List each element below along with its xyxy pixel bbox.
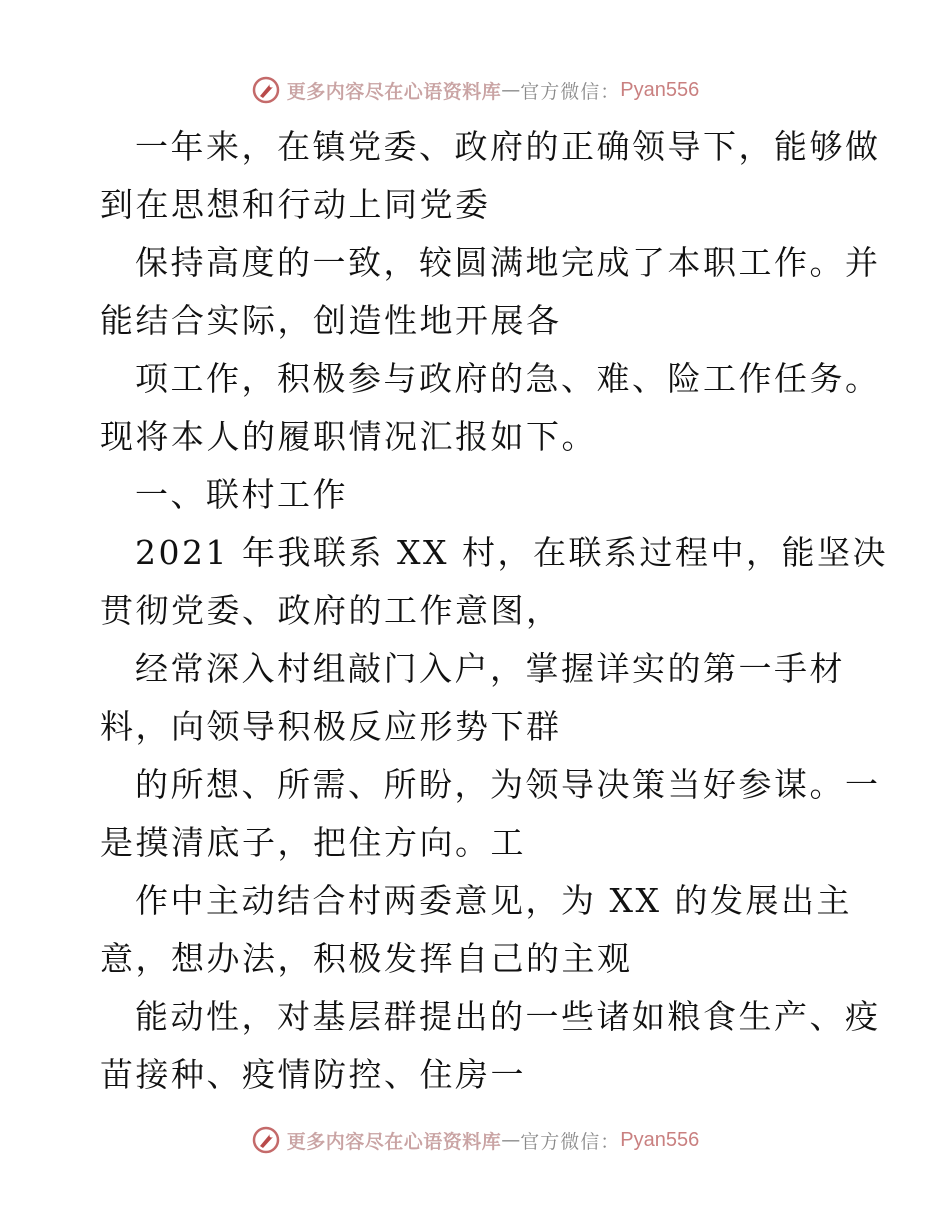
paragraph-line: 现将本人的履职情况汇报如下。 [100, 417, 597, 456]
paragraph-line: 到在思想和行动上同党委 [100, 185, 491, 224]
watermark-wechat-id: Pyan556 [620, 1128, 700, 1151]
paragraph-line: 一年来，在镇党委、政府的正确领导下，能够做 [135, 127, 881, 166]
watermark-separator: — [501, 79, 521, 101]
paragraph-line: 2021 年我联系 XX 村，在联系过程中，能坚决 [135, 533, 888, 572]
watermark-text: 更多内容尽在心语资料库 [286, 1130, 502, 1153]
watermark-official-label: 官方微信： [520, 1130, 621, 1153]
watermark-separator: — [501, 1129, 521, 1151]
paragraph-line: 能动性，对基层群提出的一些诸如粮食生产、疫 [135, 997, 881, 1036]
paragraph-line: 经常深入村组敲门入户，掌握详实的第一手材 [135, 649, 845, 688]
paragraph-line: 保持高度的一致，较圆满地完成了本职工作。并 [135, 243, 881, 282]
paragraph-line: 能结合实际，创造性地开展各 [100, 301, 562, 340]
section-heading: 一、联村工作 [135, 475, 348, 514]
paragraph-line: 料，向领导积极反应形势下群 [100, 707, 562, 746]
paragraph-line: 是摸清底子，把住方向。工 [100, 823, 526, 862]
paragraph-line: 苗接种、疫情防控、住房一 [100, 1055, 526, 1094]
watermark-official-label: 官方微信： [520, 80, 621, 103]
watermark-wechat-id: Pyan556 [620, 78, 700, 101]
paragraph-line: 项工作，积极参与政府的急、难、险工作任务。 [135, 359, 881, 398]
watermark-text: 更多内容尽在心语资料库 [286, 80, 502, 103]
pen-nib-seal-icon [251, 1125, 281, 1155]
document-body [100, 118, 888, 1104]
pen-nib-seal-icon [251, 75, 281, 105]
footer-watermark [0, 1120, 950, 1160]
paragraph-line: 贯彻党委、政府的工作意图， [100, 591, 562, 630]
paragraph-line: 作中主动结合村两委意见，为 XX 的发展出主 [135, 881, 852, 920]
paragraph-line: 的所想、所需、所盼，为领导决策当好参谋。一 [135, 765, 881, 804]
paragraph-line: 意，想办法，积极发挥自己的主观 [100, 939, 633, 978]
header-watermark [0, 70, 950, 110]
